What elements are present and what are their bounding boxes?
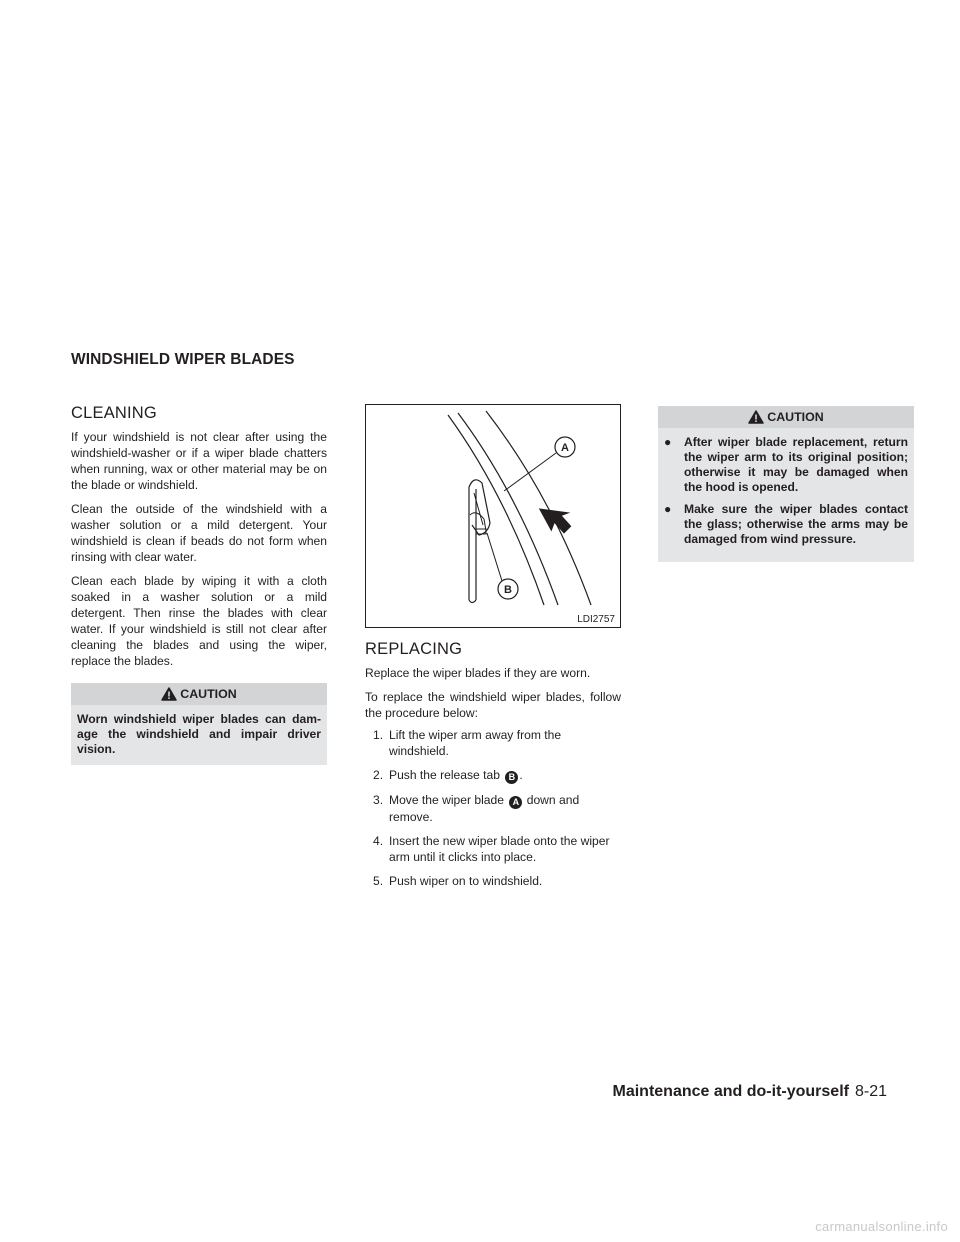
caution-box-cleaning (71, 683, 327, 765)
step-item: 3. Move the wiper blade A down and remove. (373, 793, 580, 824)
caution-label: CAUTION (767, 410, 824, 424)
step-item: 1. Lift the wiper arm away from the windshield. (373, 728, 562, 758)
warning-icon (748, 410, 764, 424)
watermark: carmanualsonline.info (815, 1219, 948, 1234)
caution-text: Worn windshield wiper blades can damage the windshield and impair driver vision. (77, 712, 321, 756)
caution-box-replacing (658, 406, 914, 562)
column-cleaning (71, 404, 327, 765)
column-caution (658, 404, 914, 562)
caution-label: CAUTION (180, 687, 237, 701)
callout-a-badge: A (509, 796, 522, 809)
procedure-steps (365, 727, 621, 889)
page-number: 8-21 (854, 1083, 887, 1100)
figure-id: LDI2757 (577, 614, 615, 625)
chapter-title: Maintenance and do-it-yourself (612, 1083, 849, 1100)
bullet-icon: ● (664, 435, 672, 449)
caution-item: ● After wiper blade replacement, return the wiper arm to its original position; otherwise it may be damaged when the hood is opened. (664, 435, 908, 494)
caution-item: ● Make sure the wiper blades contact the glass; otherwise the arms may be damaged from wind pressure. (664, 502, 908, 546)
cleaning-title: CLEANING (71, 404, 157, 422)
wiper-illustration (365, 404, 621, 628)
page-footer (613, 1083, 888, 1101)
cleaning-paragraph-3: Clean each blade by wiping it with a cloth soaked in a washer solution or a mild detergent. Then rinse the blades with clear water. If your windshield is still not clear after cleaning the blades and using the wiper, replace the blades. (71, 574, 327, 668)
bullet-icon: ● (664, 502, 672, 516)
callout-a-label: A (561, 442, 569, 454)
step-item: 4. Insert the new wiper blade onto the wiper arm until it clicks into place. (373, 834, 610, 864)
column-replacing (365, 404, 621, 897)
warning-icon (161, 687, 177, 701)
caution-header (71, 683, 327, 705)
cleaning-paragraph-1: If your windshield is not clear after using the windshield-washer or if a wiper blade chatters when running, wax or other material may be on the blade or windshield. (71, 430, 327, 492)
caution-header (658, 406, 914, 428)
callout-b-label: B (504, 584, 512, 596)
callout-b-badge: B (505, 771, 518, 784)
replacing-paragraph-1: Replace the wiper blades if they are worn. (365, 666, 591, 680)
section-title: WINDSHIELD WIPER BLADES (71, 351, 295, 368)
replacing-title: REPLACING (365, 640, 463, 658)
replacing-paragraph-2: To replace the windshield wiper blades, follow the procedure below: (365, 690, 621, 720)
cleaning-paragraph-2: Clean the outside of the windshield with a washer solution or a mild detergent. Your windshield is clean if beads do not form when rinsing with clear water. (71, 502, 327, 564)
step-item: 2. Push the release tab B . (373, 768, 523, 782)
step-item: 5. Push wiper on to windshield. (373, 874, 543, 888)
